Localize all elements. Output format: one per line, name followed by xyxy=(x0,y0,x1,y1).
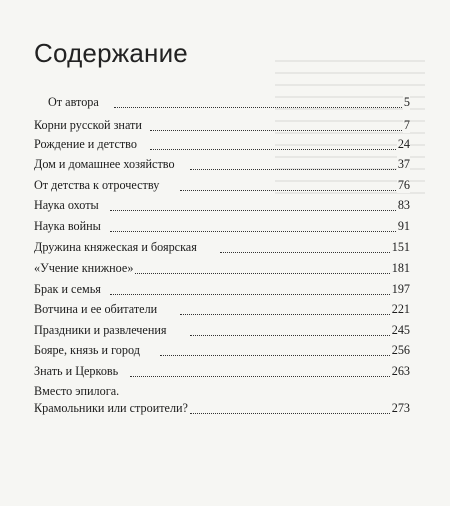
toc-entry-title: Дом и домашнее хозяйство xyxy=(34,157,175,171)
dot-leader xyxy=(130,257,402,274)
toc-entry-page: 263 xyxy=(391,364,410,378)
toc-entry xyxy=(0,322,450,338)
toc-entry xyxy=(0,117,450,133)
toc-entry-title: Бояре, князь и город xyxy=(34,343,140,357)
toc-entry-title: Рождение и детство xyxy=(34,137,137,151)
toc-entry xyxy=(0,94,450,110)
toc-entry-page: 245 xyxy=(391,323,410,337)
toc-entry-title: От автора xyxy=(48,95,99,109)
toc-entry-page: 5 xyxy=(403,95,410,109)
dot-leader xyxy=(160,339,402,356)
toc-entry xyxy=(0,136,450,152)
toc-entry-page: 221 xyxy=(391,302,410,316)
toc-entry xyxy=(0,260,450,276)
dot-leader xyxy=(110,278,402,295)
dot-leader xyxy=(220,236,402,253)
dot-leader xyxy=(110,194,402,211)
toc-entry-title: Вотчина и ее обитатели xyxy=(34,302,158,316)
toc-entry xyxy=(0,239,450,255)
toc-entry xyxy=(0,177,450,193)
dot-leader xyxy=(114,91,402,108)
page-title: Содержание xyxy=(34,38,188,68)
toc-entry-page: 37 xyxy=(397,157,410,171)
toc-entry xyxy=(0,301,450,317)
toc-entry-title: Дружина княжеская и боярская xyxy=(34,240,197,254)
toc-entry-page: 83 xyxy=(397,198,410,212)
toc-entry-page: 197 xyxy=(391,282,410,296)
toc-entry xyxy=(0,197,450,213)
dot-leader xyxy=(190,153,402,170)
dot-leader xyxy=(180,298,402,315)
dot-leader xyxy=(190,397,402,414)
toc-entry-title-line2: Крамольники или строители? xyxy=(34,401,188,415)
toc-entry-page: 151 xyxy=(391,240,410,254)
toc-entry-title: Наука войны xyxy=(34,219,101,233)
toc-entry-page: 256 xyxy=(391,343,410,357)
toc-entry-page: 181 xyxy=(391,261,410,275)
dot-leader xyxy=(130,360,402,377)
toc-entry-title: Праздники и развлечения xyxy=(34,323,167,337)
toc-entry-page: 273 xyxy=(391,401,410,415)
dot-leader xyxy=(190,319,402,336)
toc-entry xyxy=(0,363,450,379)
toc-entry xyxy=(0,342,450,358)
dot-leader xyxy=(110,215,402,232)
toc-entry-page: 7 xyxy=(403,118,410,132)
toc-entry-title: Брак и семья xyxy=(34,282,101,296)
toc-entry-title: Знать и Церковь xyxy=(34,364,119,378)
toc-entry xyxy=(0,383,450,419)
toc-entry-title: От детства к отрочеству xyxy=(34,178,160,192)
toc-entry xyxy=(0,218,450,234)
toc-entry xyxy=(0,156,450,172)
toc-entry-title: Корни русской знати xyxy=(34,118,142,132)
toc-entry-page: 91 xyxy=(397,219,410,233)
toc-entry-title: Наука охоты xyxy=(34,198,99,212)
dot-leader xyxy=(180,174,402,191)
toc-entry-page: 76 xyxy=(397,178,410,192)
dot-leader xyxy=(150,133,402,150)
toc-entry-title: «Учение книжное» xyxy=(34,261,134,275)
toc-entry-title: Вместо эпилога. xyxy=(34,384,120,398)
toc-entry xyxy=(0,281,450,297)
toc-entry-page: 24 xyxy=(397,137,410,151)
dot-leader xyxy=(150,114,402,131)
